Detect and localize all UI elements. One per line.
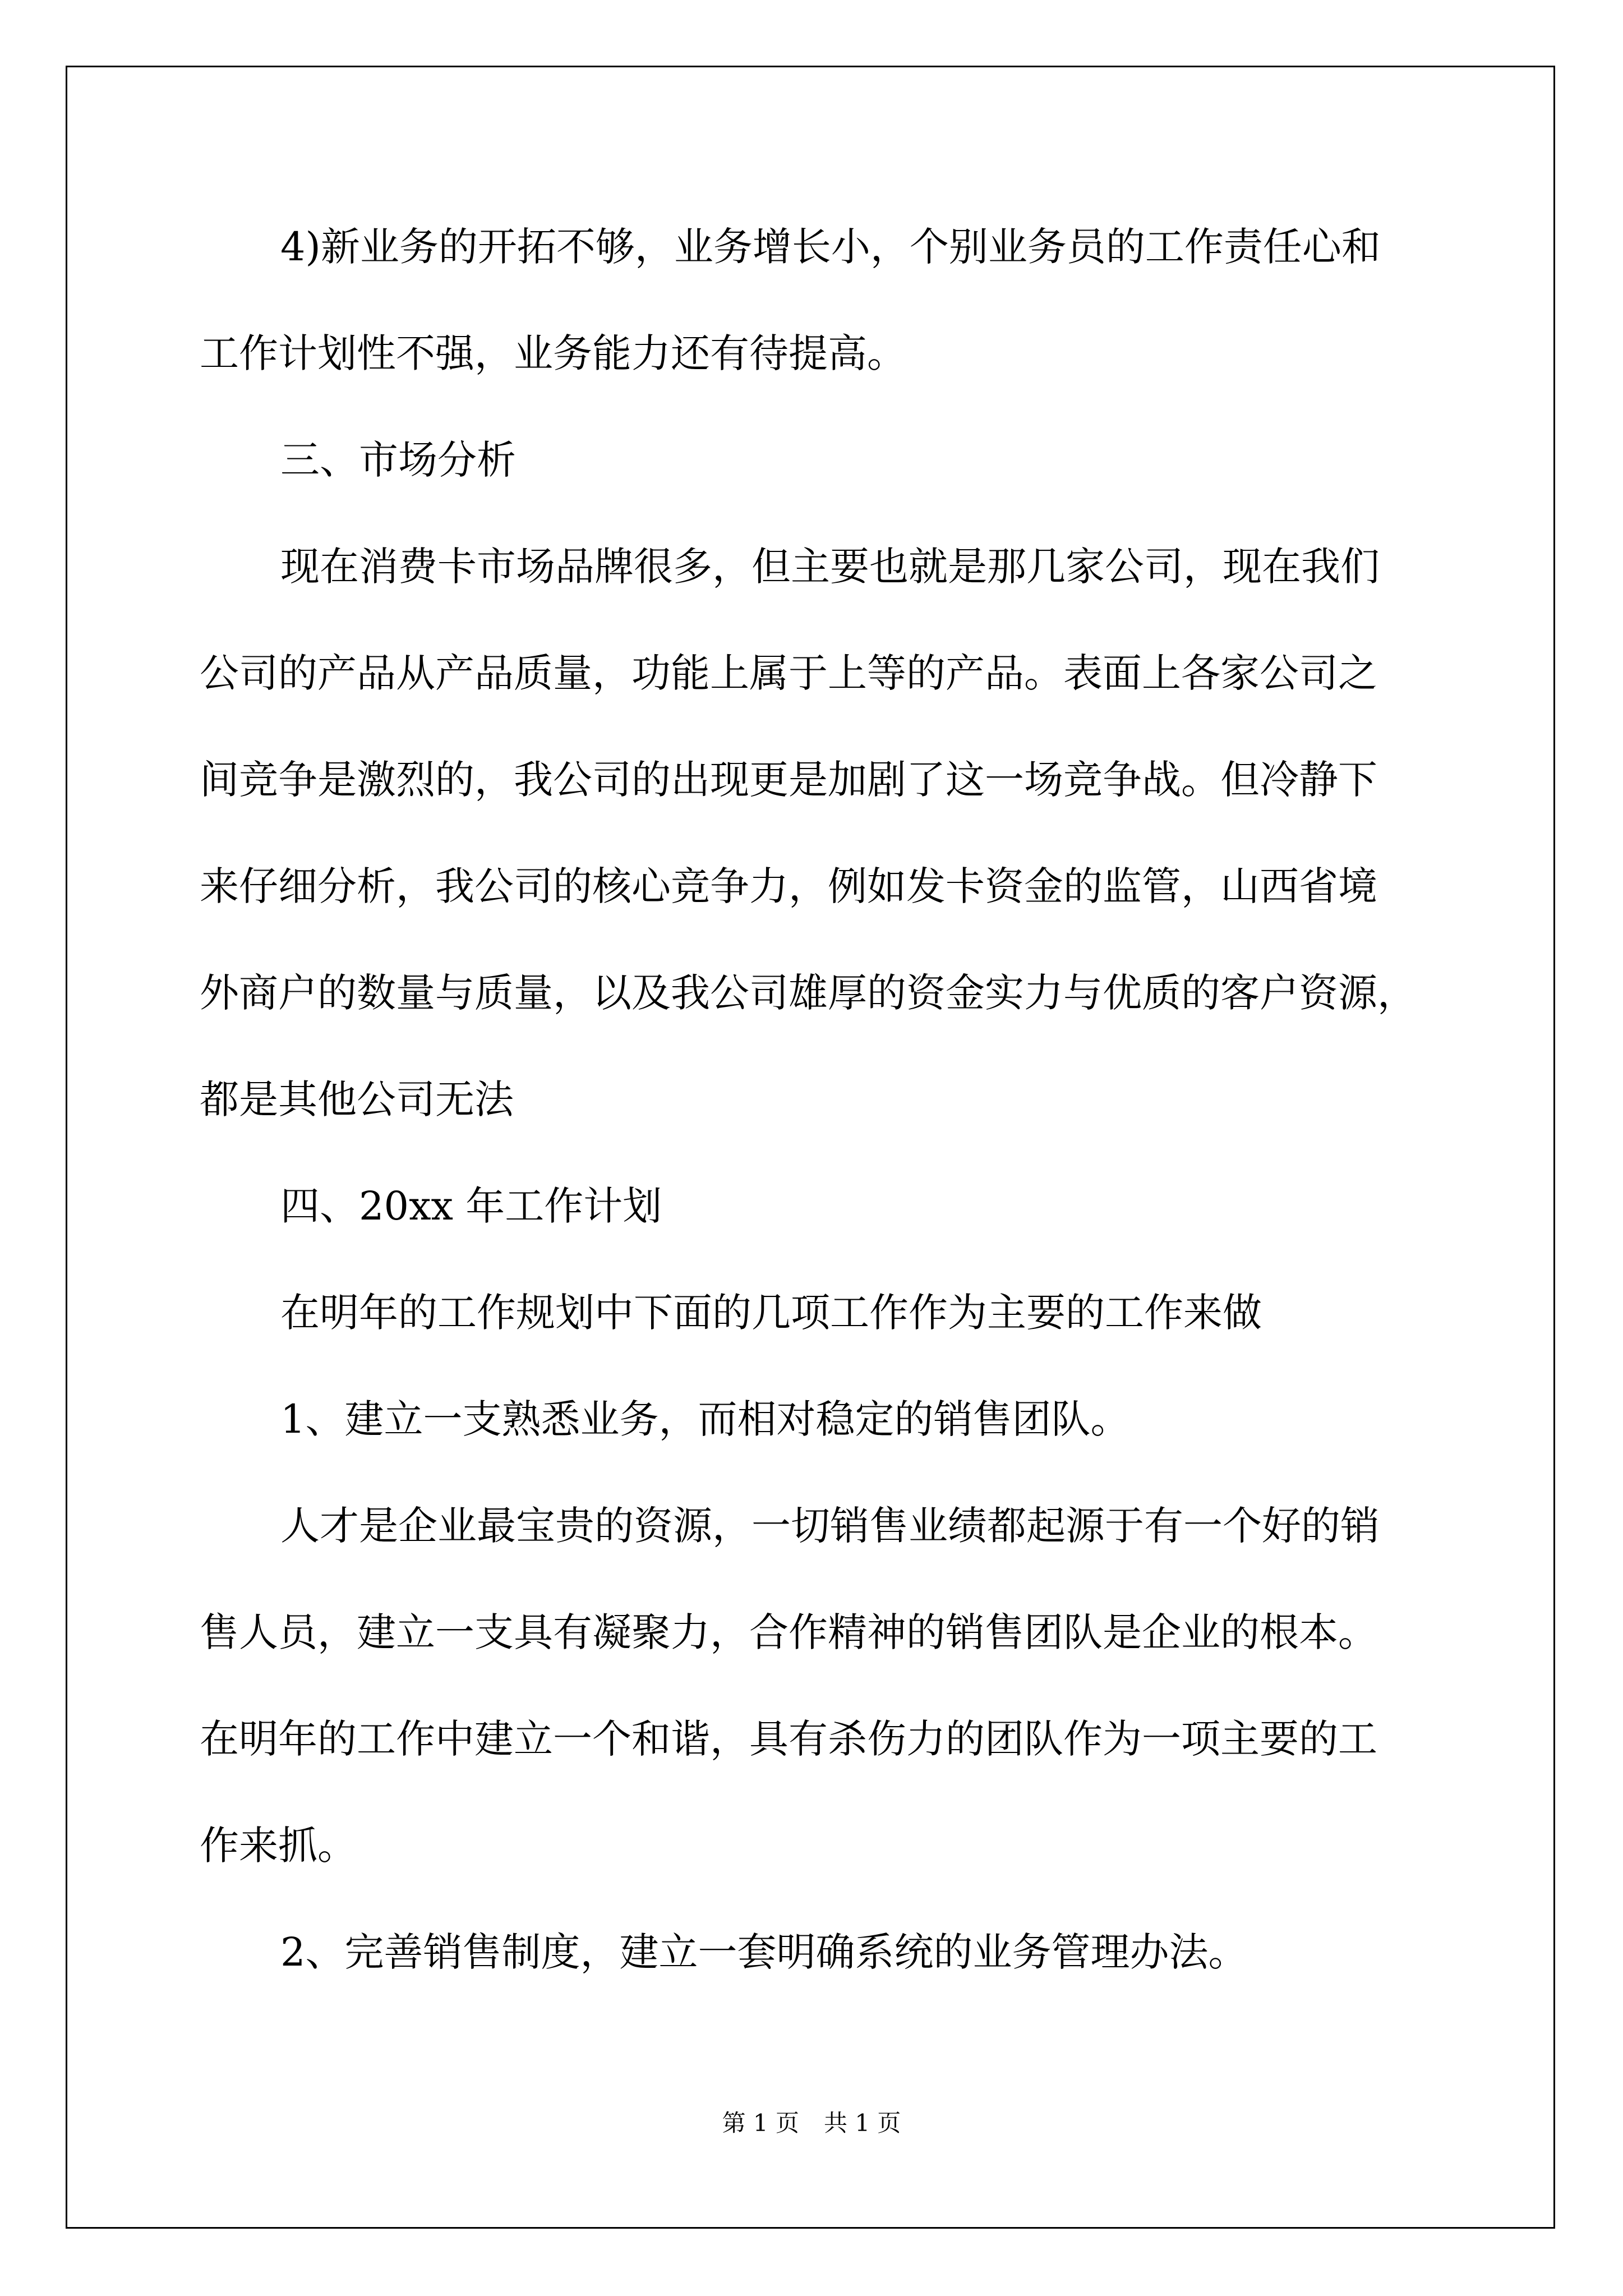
paragraph-line: 在明年的工作中建立一个和谐，具有杀伤力的团队作为一项主要的工: [200, 1716, 1377, 1762]
paragraph-line: 售人员，建立一支具有凝聚力，合作精神的销售团队是企业的根本。: [200, 1609, 1377, 1655]
paragraph-line: 间竞争是激烈的，我公司的出现更是加剧了这一场竞争战。但冷静下: [200, 757, 1377, 803]
page-number: 第 1 页: [722, 2109, 799, 2137]
section-heading: 四、20xx 年工作计划: [280, 1183, 662, 1229]
list-item-heading: 1、建立一支熟悉业务，而相对稳定的销售团队。: [280, 1396, 1130, 1442]
paragraph-line: 都是其他公司无法: [200, 1076, 514, 1122]
paragraph-line: 来仔细分析，我公司的核心竞争力，例如发卡资金的监管，山西省境: [200, 863, 1377, 909]
paragraph-line: 4)新业务的开拓不够，业务增长小，个别业务员的工作责任心和: [280, 224, 1381, 270]
paragraph-line: 工作计划性不强，业务能力还有待提高。: [200, 330, 906, 376]
paragraph-line: 作来抓。: [200, 1823, 357, 1869]
paragraph-line: 公司的产品从产品质量，功能上属于上等的产品。表面上各家公司之: [200, 650, 1377, 696]
paragraph-line: 人才是企业最宝贵的资源，一切销售业绩都起源于有一个好的销: [280, 1503, 1380, 1549]
paragraph-line: 现在消费卡市场品牌很多，但主要也就是那几家公司，现在我们: [280, 544, 1380, 590]
paragraph-line: 在明年的工作规划中下面的几项工作作为主要的工作来做: [280, 1290, 1262, 1336]
section-heading: 三、市场分析: [280, 437, 516, 483]
page-total: 共 1 页: [824, 2109, 901, 2137]
list-item-heading: 2、完善销售制度，建立一套明确系统的业务管理办法。: [280, 1929, 1248, 1975]
page-footer: [0, 2109, 1623, 2137]
paragraph-line: 外商户的数量与质量，以及我公司雄厚的资金实力与优质的客户资源，: [200, 970, 1417, 1016]
